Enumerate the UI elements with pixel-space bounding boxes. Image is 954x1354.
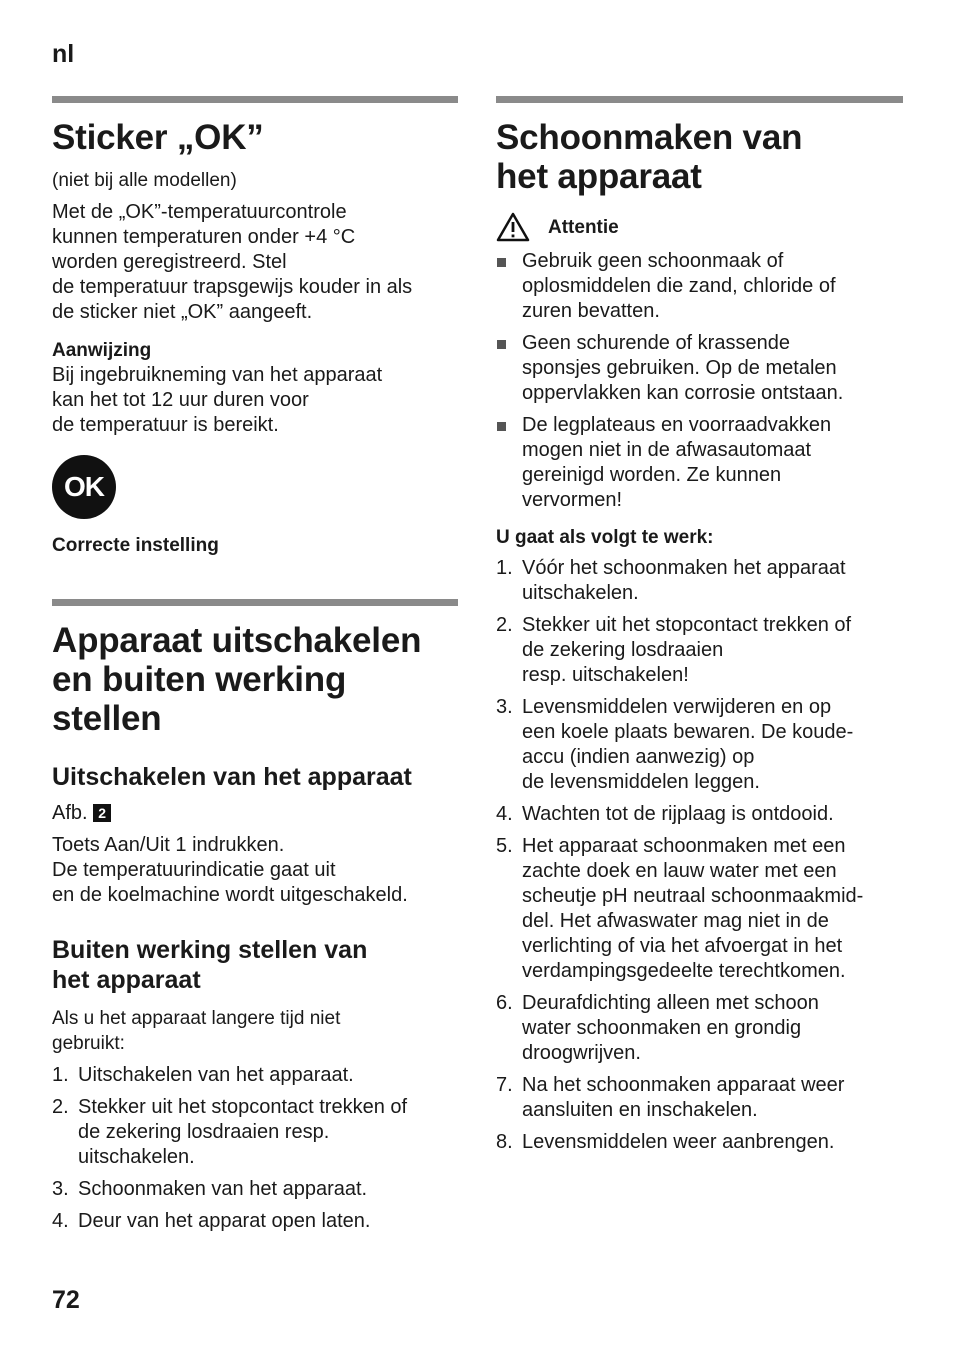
section-rule (52, 599, 458, 606)
text-line: gereinigd worden. Ze kunnen (522, 464, 782, 486)
ok-sticker-icon: OK (52, 455, 116, 519)
language-code: nl (52, 40, 75, 68)
step-number: 2. (496, 614, 513, 636)
text-line: verlichting of via het afvoergat in het (522, 935, 843, 957)
text-line: kan het tot 12 uur duren voor (52, 389, 309, 411)
text-line: Levensmiddelen weer aanbrengen. (522, 1131, 835, 1153)
text-line: sponsjes gebruiken. Op de metalen (522, 357, 837, 379)
step-number: 4. (496, 803, 513, 825)
hint-label: Aanwijzing (52, 340, 152, 361)
text-line: en de koelmachine wordt uitgeschakeld. (52, 884, 408, 906)
page-number: 72 (52, 1286, 80, 1314)
text-line: de sticker niet „OK” aangeeft. (52, 301, 313, 323)
list-item (496, 413, 903, 513)
text-line: oplosmiddelen die zand, chloride of (522, 275, 836, 297)
figure-reference (52, 801, 458, 826)
list-item (496, 556, 903, 606)
text-line: droogwrijven. (522, 1042, 641, 1064)
text-line: De temperatuurindicatie gaat uit (52, 859, 336, 881)
step-number: 3. (52, 1178, 69, 1200)
list-item (496, 695, 903, 795)
text-line: en buiten werking (52, 660, 347, 699)
text-line: zachte doek en lauw water met een (522, 860, 837, 882)
ok-caption: Correcte instelling (52, 535, 219, 556)
text-line: resp. uitschakelen! (522, 664, 689, 686)
list-item (496, 834, 903, 984)
list-item (496, 613, 903, 688)
sticker-body (52, 200, 458, 325)
text-line: Na het schoonmaken apparaat weer (522, 1074, 845, 1096)
text-line: de zekering losdraaien (522, 639, 724, 661)
text-line: uitschakelen. (78, 1146, 195, 1168)
text-line: Buiten werking stellen van (52, 936, 368, 964)
text-line: scheutje pH neutraal schoonmaakmid- (522, 885, 864, 907)
decommission-intro (52, 1006, 458, 1056)
list-item (496, 331, 903, 406)
text-line: Schoonmaken van het apparaat. (78, 1178, 368, 1200)
text-line: Geen schurende of krassende (522, 332, 790, 354)
text-line: Schoonmaken van (496, 118, 803, 157)
section-rule (52, 96, 458, 103)
bullet-square-icon (497, 340, 506, 349)
figure-number-badge: 2 (93, 804, 111, 822)
text-line: verdampingsgedeelte terechtkomen. (522, 960, 846, 982)
sticker-title: Sticker „OK” (52, 118, 264, 157)
text-line: Als u het apparaat langere tijd niet (52, 1008, 341, 1029)
text-line: Bij ingebruikneming van het apparaat (52, 364, 383, 386)
list-item (496, 249, 903, 324)
list-item (496, 991, 903, 1066)
step-number: 4. (52, 1210, 69, 1232)
text-line: de levensmiddelen leggen. (522, 771, 760, 793)
text-line: aansluiten en inschakelen. (522, 1099, 758, 1121)
switch-off-subtitle: Uitschakelen van het apparaat (52, 763, 412, 791)
cleaning-title (496, 118, 903, 196)
text-line: Het apparaat schoonmaken met een (522, 835, 846, 857)
sticker-note: (niet bij alle modellen) (52, 170, 237, 191)
text-line: oppervlakken kan corrosie ontstaan. (522, 382, 844, 404)
text-line: worden geregistreerd. Stel (52, 251, 287, 273)
attention-bullets (496, 249, 903, 513)
text-line: accu (indien aanwezig) op (522, 746, 755, 768)
text-line: uitschakelen. (522, 582, 639, 604)
text-line: water schoonmaken en grondig (522, 1017, 802, 1039)
text-line: Apparaat uitschakelen (52, 621, 422, 660)
step-number: 7. (496, 1074, 513, 1096)
text-line: mogen niet in de afwasautomaat (522, 439, 812, 461)
step-number: 6. (496, 992, 513, 1014)
warning-triangle-icon (496, 212, 530, 242)
step-number: 3. (496, 696, 513, 718)
step-number: 1. (496, 557, 513, 579)
list-item (496, 802, 903, 827)
list-item (496, 1130, 903, 1155)
hint-body (52, 363, 458, 438)
bullet-square-icon (497, 422, 506, 431)
text-line: Stekker uit het stopcontact trekken of (78, 1096, 408, 1118)
step-number: 5. (496, 835, 513, 857)
attention-label: Attentie (548, 216, 619, 238)
left-column (52, 96, 458, 1241)
text-line: Wachten tot de rijplaag is ontdooid. (522, 803, 834, 825)
text-line: kunnen temperaturen onder +4 °C (52, 226, 356, 248)
decommission-subtitle (52, 935, 458, 995)
text-line: de temperatuur is bereikt. (52, 414, 279, 436)
figure-label: Afb. (52, 802, 88, 824)
list-item (52, 1177, 458, 1202)
text-line: de zekering losdraaien resp. (78, 1121, 330, 1143)
list-item (496, 1073, 903, 1123)
text-line: Toets Aan/Uit 1 indrukken. (52, 834, 285, 856)
list-item (52, 1095, 458, 1170)
text-line: Stekker uit het stopcontact trekken of (522, 614, 852, 636)
text-line: Deurafdichting alleen met schoon (522, 992, 819, 1014)
switch-off-title (52, 621, 458, 738)
text-line: gebruikt: (52, 1033, 125, 1054)
text-line: Uitschakelen van het apparaat. (78, 1064, 354, 1086)
text-line: het apparaat (52, 966, 201, 994)
text-line: vervormen! (522, 489, 623, 511)
text-line: del. Het afwaswater mag niet in de (522, 910, 829, 932)
text-line: Met de „OK”-temperatuurcontrole (52, 201, 347, 223)
procedure-label: U gaat als volgt te werk: (496, 527, 714, 548)
cleaning-steps (496, 556, 903, 1155)
text-line: Vóór het schoonmaken het apparaat (522, 557, 846, 579)
text-line: zuren bevatten. (522, 300, 660, 322)
list-item (52, 1063, 458, 1088)
text-line: Deur van het apparat open laten. (78, 1210, 371, 1232)
right-column (496, 96, 903, 1162)
step-number: 2. (52, 1096, 69, 1118)
text-line: het apparaat (496, 157, 702, 196)
step-number: 1. (52, 1064, 69, 1086)
text-line: een koele plaats bewaren. De koude- (522, 721, 854, 743)
attention-row (496, 212, 903, 242)
text-line: de temperatuur trapsgewijs kouder in als (52, 276, 413, 298)
text-line: Gebruik geen schoonmaak of (522, 250, 784, 272)
text-line: De legplateaus en voorraadvakken (522, 414, 832, 436)
list-item (52, 1209, 458, 1234)
text-line: stellen (52, 699, 162, 738)
step-number: 8. (496, 1131, 513, 1153)
switch-off-body (52, 833, 458, 908)
bullet-square-icon (497, 258, 506, 267)
text-line: Levensmiddelen verwijderen en op (522, 696, 832, 718)
section-rule (496, 96, 903, 103)
decommission-steps (52, 1063, 458, 1234)
